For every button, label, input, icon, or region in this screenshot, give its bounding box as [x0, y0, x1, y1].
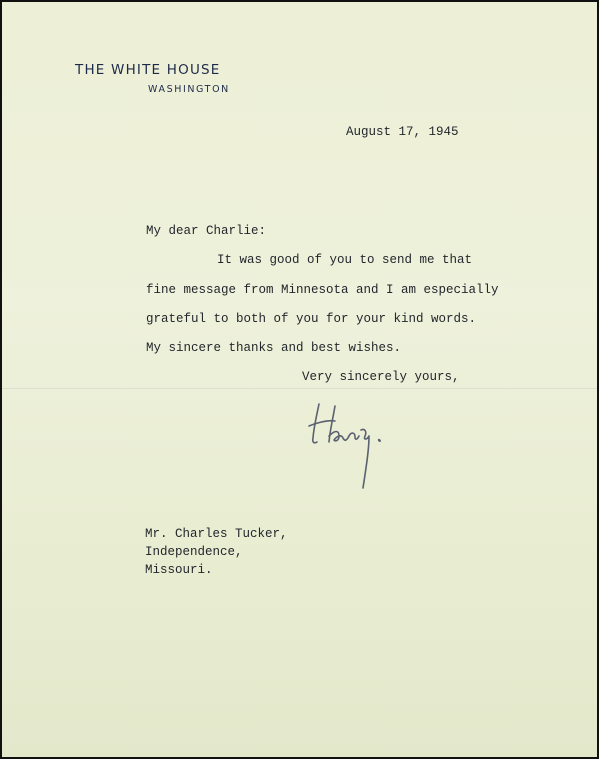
letter-date: August 17, 1945 — [346, 125, 459, 139]
recipient-line: Missouri. — [145, 563, 213, 577]
letter-salutation: My dear Charlie: — [146, 224, 267, 238]
letter-body-line: grateful to both of you for your kind words. — [146, 312, 477, 326]
letter-body-line: fine message from Minnesota and I am especially — [146, 283, 499, 297]
paper-fold-line — [2, 388, 597, 390]
recipient-line: Independence, — [145, 545, 243, 559]
letterhead-title: THE WHITE HOUSE — [75, 62, 221, 78]
letterhead-location: WASHINGTON — [148, 84, 230, 95]
letter-body-line: It was good of you to send me that — [217, 253, 473, 267]
letter-body-line: My sincere thanks and best wishes. — [146, 341, 402, 355]
recipient-line: Mr. Charles Tucker, — [145, 527, 288, 541]
letter-closing: Very sincerely yours, — [302, 370, 460, 384]
signature-mark — [305, 396, 395, 496]
